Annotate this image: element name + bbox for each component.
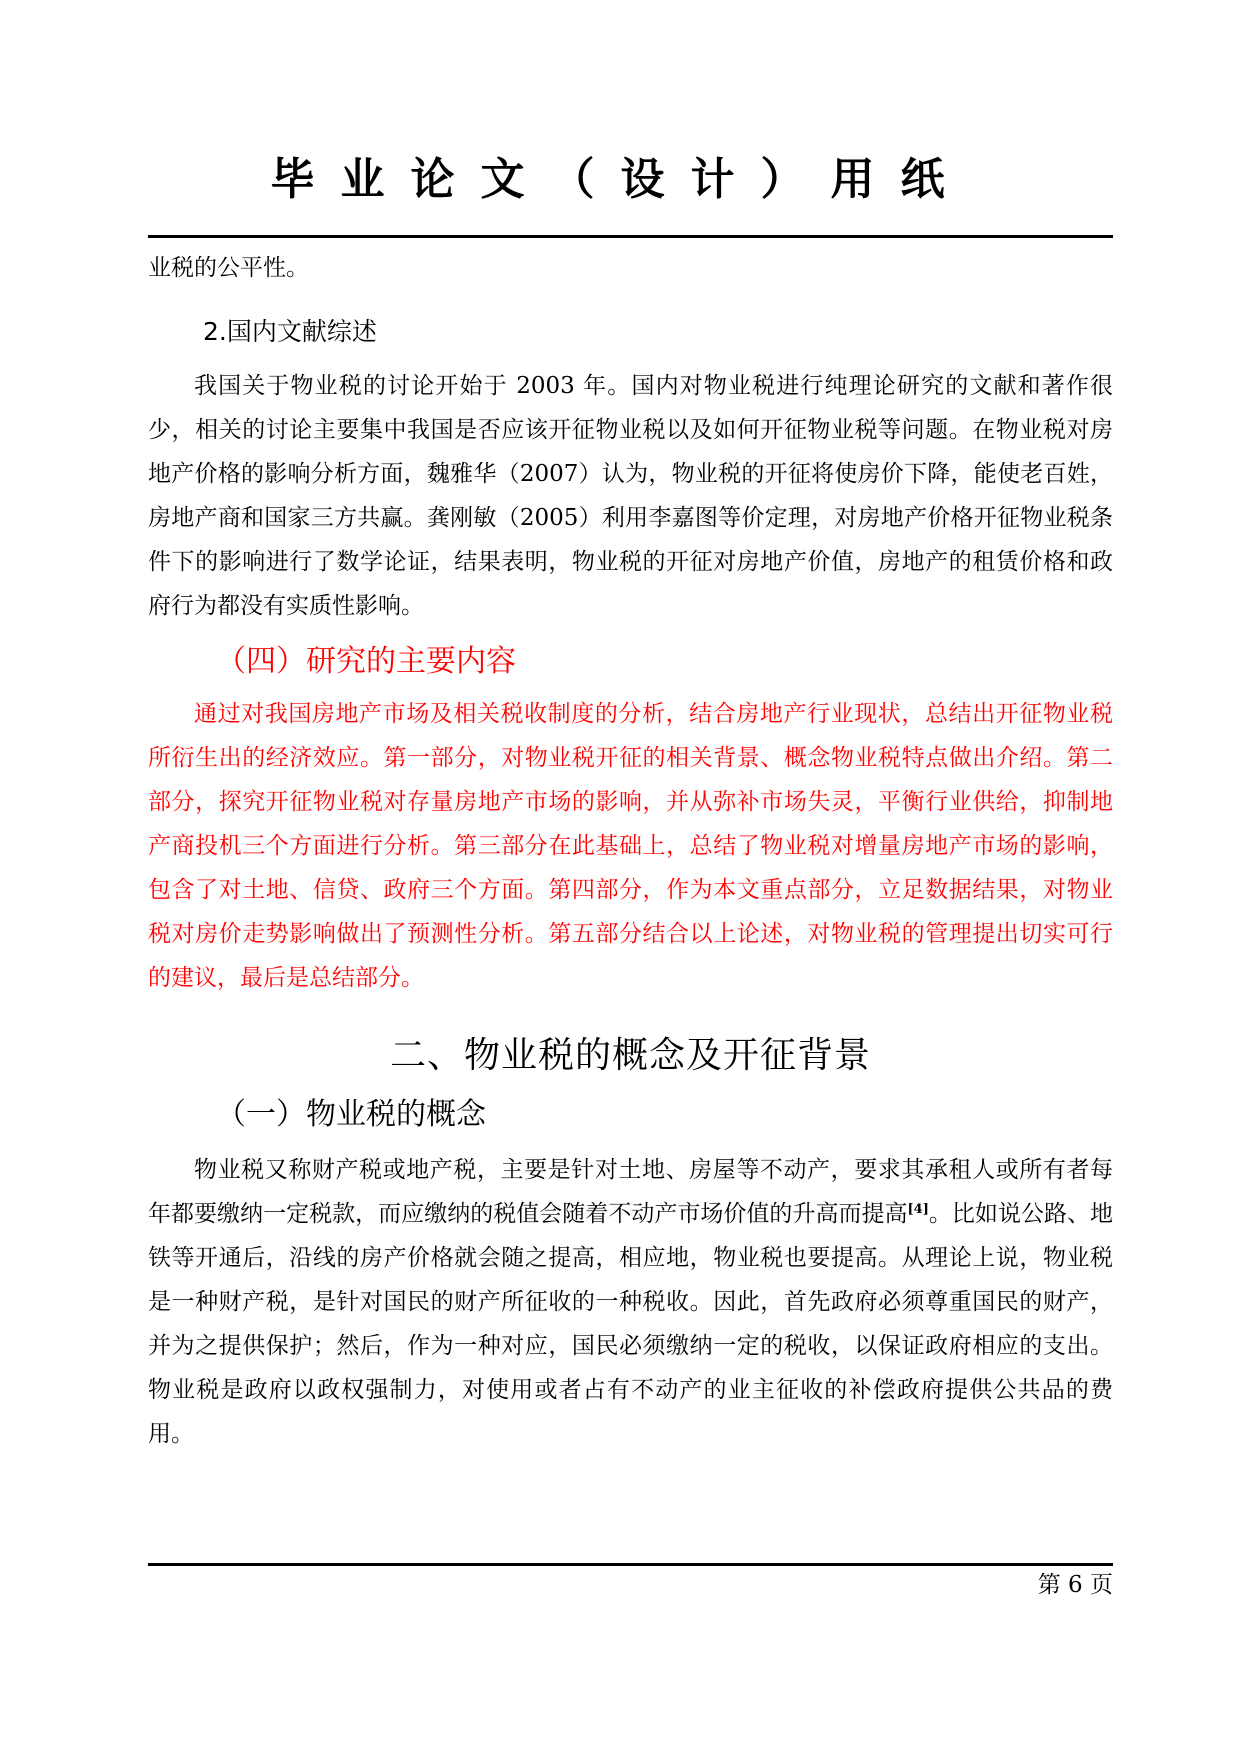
page-header-title: 毕业论文（设计）用纸 (270, 154, 971, 205)
continued-paragraph: 业税的公平性。 (148, 255, 309, 281)
header-rule (148, 235, 1113, 238)
main-content-paragraph: 通过对我国房地产市场及相关税收制度的分析，结合房地产行业现状，总结出开征物业税所衍生出的经济效应。第一部分，对物业税开征的相关背景、概念物业税特点做出介绍。第二部分，探究开征物业税对存量房地产市场的影响，并从弥补市场失灵，平衡行业供给，抑制地产商投机三个方面进行分析。第三部分在此基础上，总结了物业税对增量房地产市场的影响，包含了对土地、信贷、政府三个方面。第四部分，作为本文重点部分，立足数据结果，对物业税对房价走势影响做出了预测性分析。第五部分结合以上论述，对物业税的管理提出切实可行的建议，最后是总结部分。 (148, 701, 1113, 991)
citation-marker: [4] (907, 1202, 929, 1217)
concept-paragraph (148, 1148, 1113, 1456)
concept-text-part1: 物业税又称财产税或地产税，主要是针对土地、房屋等不动产，要求其承租人或所有者每年都要缴纳一定税款，而应缴纳的税值会随着不动产市场价值的升高而提高 (148, 1157, 1113, 1227)
concept-text-part2: 。比如说公路、地铁等开通后，沿线的房产价格就会随之提高，相应地，物业税也要提高。从理论上说，物业税是一种财产税，是针对国民的财产所征收的一种税收。因此，首先政府必须尊重国民的财产，并为之提供保护；然后，作为一种对应，国民必须缴纳一定的税收，以保证政府相应的支出。物业税是政府以政权强制力，对使用或者占有不动产的业主征收的补偿政府提供公共品的费用。 (148, 1201, 1113, 1447)
section-heading-main-content: （四）研究的主要内容 (216, 644, 516, 679)
chapter-heading: 二、物业税的概念及开征背景 (389, 1035, 871, 1076)
section-heading-concept: （一）物业税的概念 (216, 1097, 486, 1132)
subsection-heading-literature-review: 2.国内文献综述 (203, 317, 377, 346)
literature-review-paragraph: 我国关于物业税的讨论开始于 2003 年。国内对物业税进行纯理论研究的文献和著作很少，相关的讨论主要集中我国是否应该开征物业税以及如何开征物业税等问题。在物业税对房地产价格的影响分析方面，魏雅华（2007）认为，物业税的开征将使房价下降，能使老百姓，房地产商和国家三方共赢。龚刚敏（2005）利用李嘉图等价定理，对房地产价格开征物业税条件下的影响进行了数学论证，结果表明，物业税的开征对房地产价值，房地产的租赁价格和政府行为都没有实质性影响。 (148, 373, 1113, 619)
page-body (148, 246, 1113, 1456)
page-number: 第 6 页 (1037, 1572, 1113, 1598)
footer-rule (148, 1563, 1113, 1566)
